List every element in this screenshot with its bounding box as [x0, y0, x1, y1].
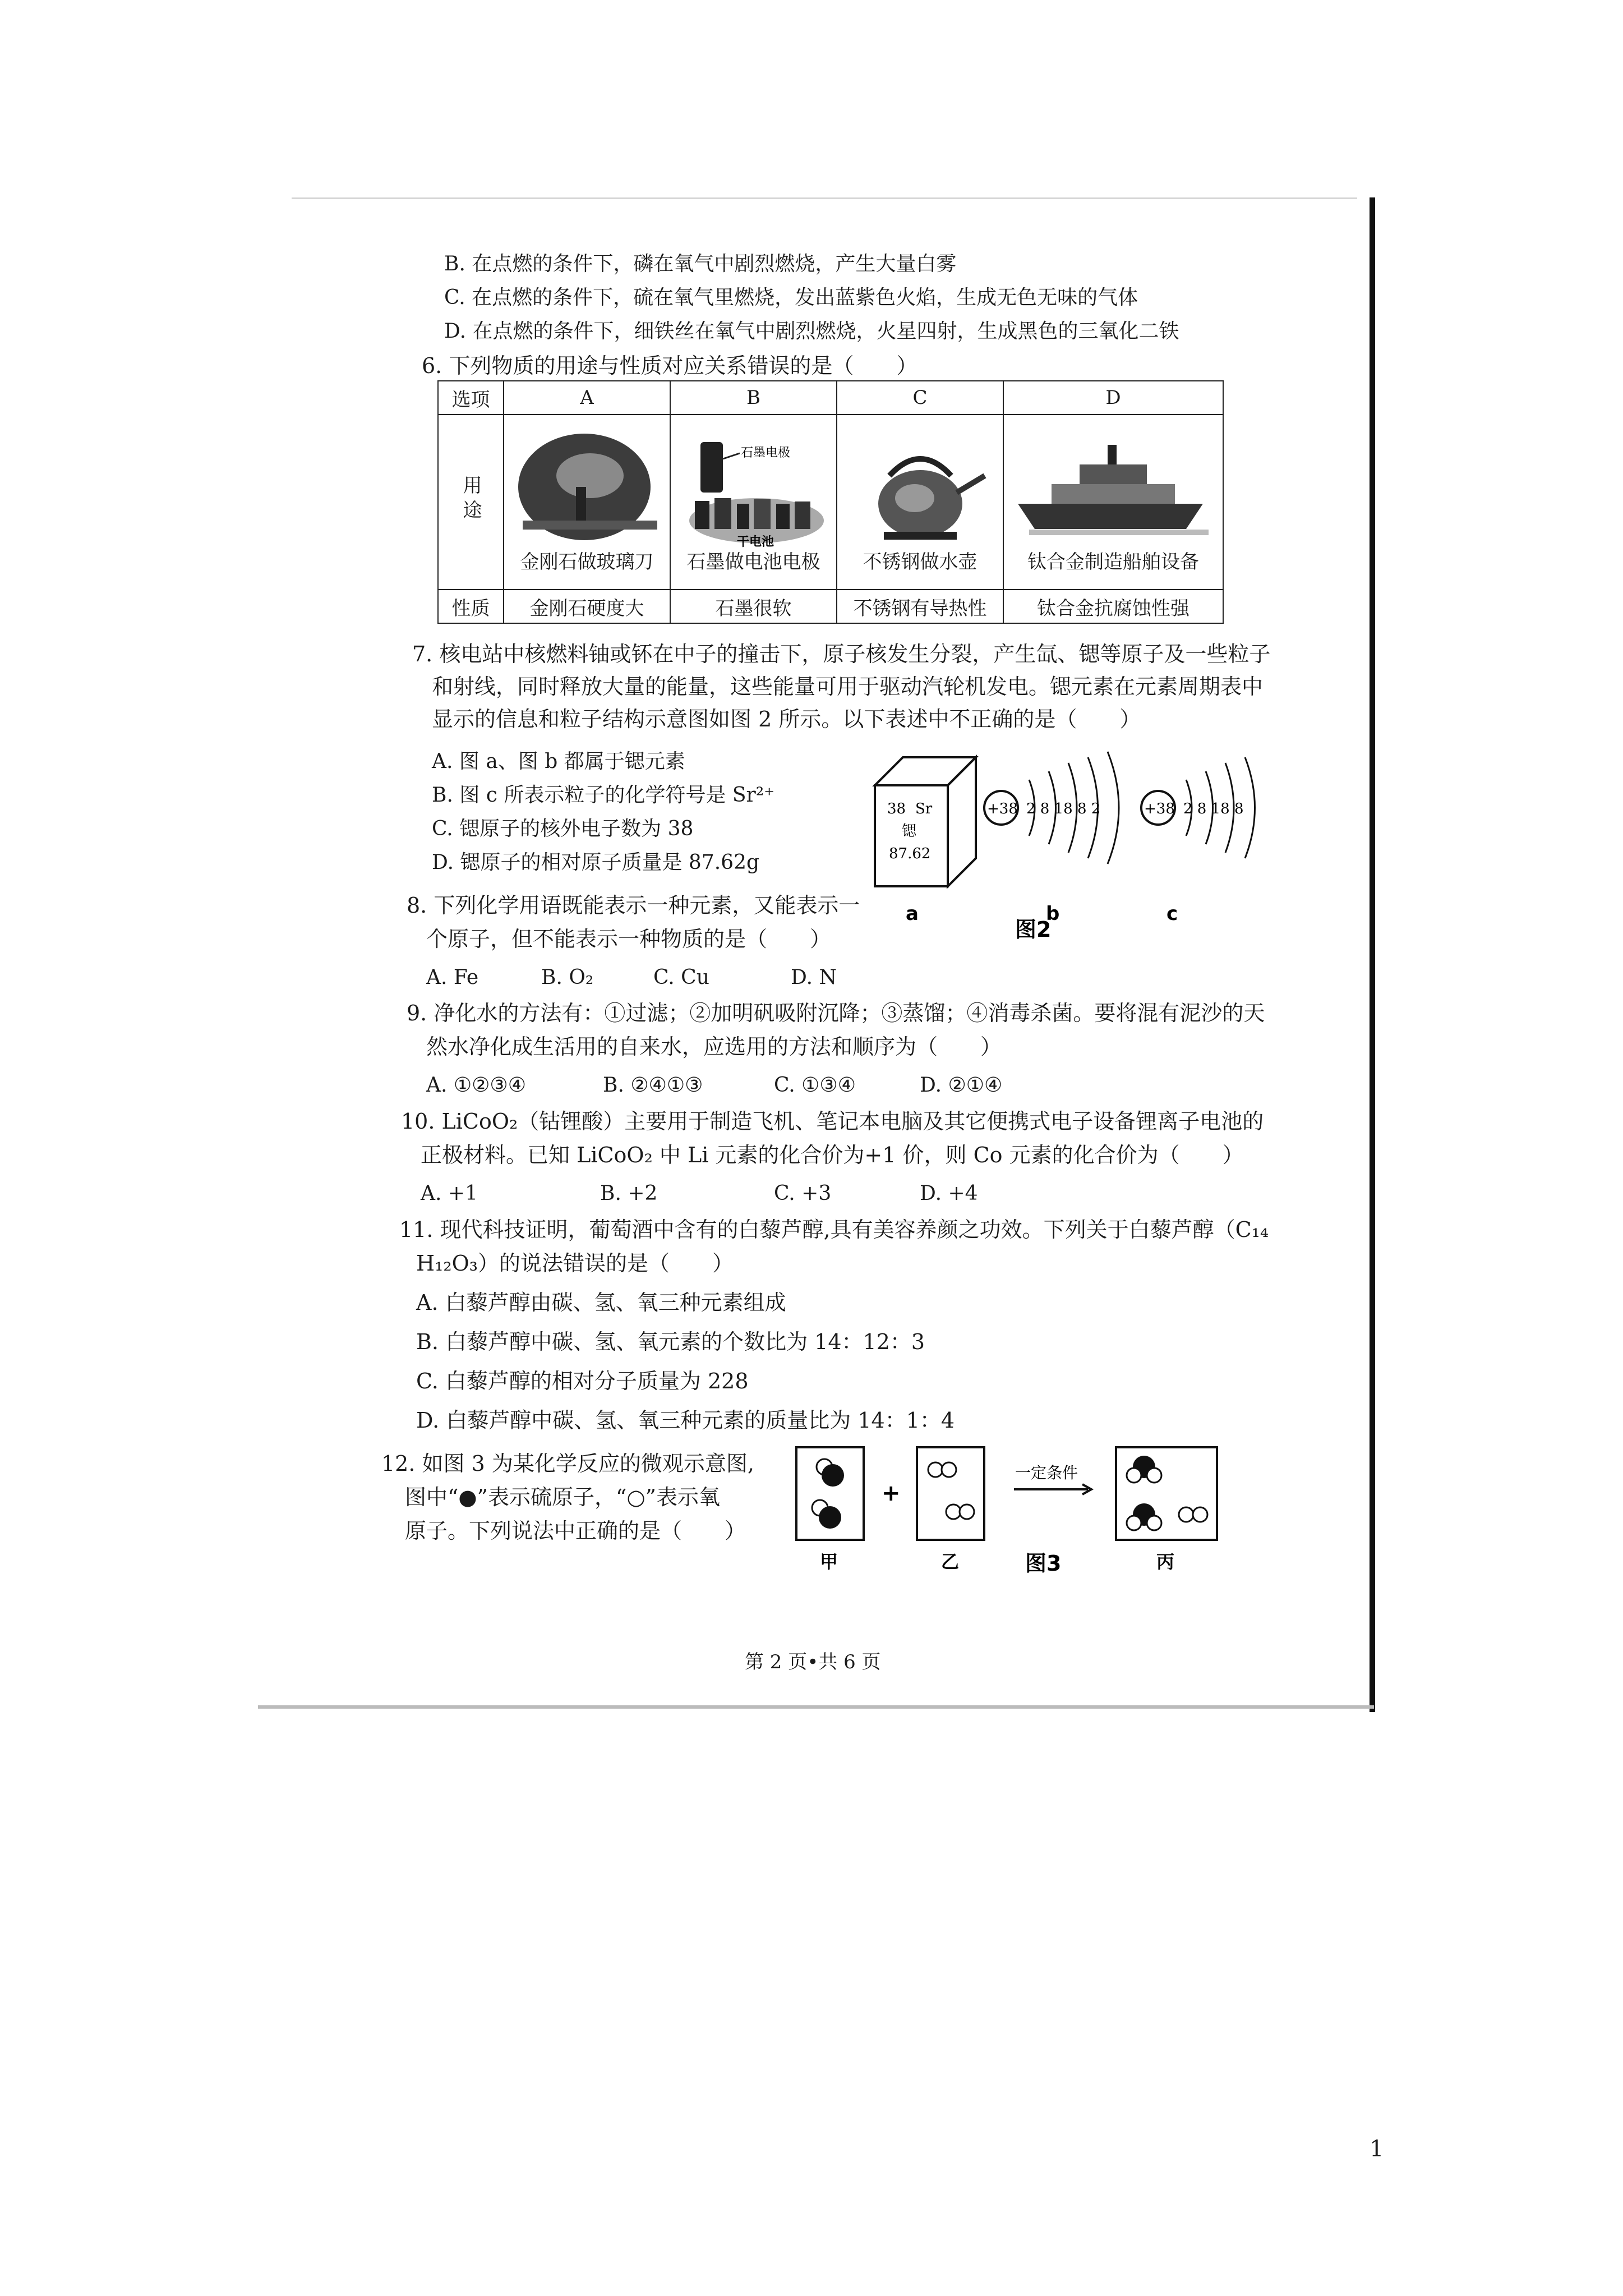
q6-col-c-option: C — [837, 381, 1003, 415]
q5-option-c: C. 在点燃的条件下，硫在氧气里燃烧，发出蓝紫色火焰，生成无色无味的气体 — [444, 286, 1138, 309]
q6-cell-c-property: 不锈钢有导热性 — [837, 590, 1003, 623]
q6-cell-a-use: 金刚石做玻璃刀 — [504, 415, 670, 590]
q8-option-b: B. O₂ — [541, 966, 594, 989]
paper-edge-top — [292, 197, 1357, 199]
q10-option-b: B. +2 — [600, 1182, 658, 1205]
page-footer: 第 2 页•共 6 页 — [745, 1651, 881, 1673]
q6-col-a-option: A — [504, 381, 670, 415]
figure-2-label-b: b — [1046, 903, 1060, 925]
q6-cell-c-use: 不锈钢做水壶 — [837, 415, 1003, 590]
figure-3-caption: 图3 — [1025, 1551, 1062, 1576]
plus-sign: + — [882, 1480, 901, 1506]
ship-image — [1004, 431, 1223, 543]
figure-2-label-c: c — [1166, 903, 1178, 925]
element-cube — [875, 757, 976, 886]
q10-option-a: A. +1 — [421, 1182, 478, 1205]
graphite-electrode-label: 石墨电极 — [740, 445, 790, 460]
paper-edge-right — [1370, 197, 1375, 1712]
shells-c: 2 8 18 8 — [1183, 800, 1244, 817]
figure-2-label-a: a — [906, 903, 919, 925]
reactant-jia-box — [796, 1447, 864, 1540]
q12-stem-line-2: 图中“●”表示硫原子，“○”表示氧 — [405, 1485, 721, 1510]
q11-option-b: B. 白藜芦醇中碳、氢、氧元素的个数比为 14：12：3 — [416, 1329, 925, 1354]
dry-battery-image — [671, 431, 836, 549]
glass-cutter-image — [504, 431, 670, 543]
q9-option-a: A. ①②③④ — [426, 1074, 526, 1097]
q6-cell-d-use: 钛合金制造船舶设备 — [1003, 415, 1223, 590]
q7-option-d: D. 锶原子的相对原子质量是 87.62g — [432, 851, 760, 874]
q5-option-d: D. 在点燃的条件下，细铁丝在氧气中剧烈燃烧，火星四射，生成黑色的三氧化二铁 — [444, 320, 1179, 343]
q6-cell-b-use: 石墨电极 干电池 石墨做电池电极 — [670, 415, 837, 590]
q6-header-label: 选项 — [438, 381, 504, 415]
q6-cell-d-property: 钛合金抗腐蚀性强 — [1003, 590, 1223, 623]
corner-page-number: 1 — [1370, 2136, 1384, 2162]
q12-stem-line-3: 原子。下列说法中正确的是（ ） — [405, 1519, 746, 1543]
figure-2 — [864, 746, 1290, 948]
q6-cell-a-property: 金刚石硬度大 — [504, 590, 670, 623]
q8-option-c: C. Cu — [653, 966, 709, 989]
q8-option-d: D. N — [791, 966, 837, 989]
dry-battery-label: 干电池 — [736, 535, 774, 549]
q7-option-a: A. 图 a、图 b 都属于锶元素 — [432, 750, 685, 773]
product-bing-box — [1116, 1447, 1217, 1540]
atom-structure-b — [984, 752, 1119, 864]
paper-edge-bottom — [258, 1705, 1374, 1709]
q11-stem-line-1: 11. 现代科技证明，葡萄酒中含有的白藜芦醇,具有美容养颜之功效。下列关于白藜芦醇（C₁₄ — [399, 1217, 1269, 1242]
q9-option-c: C. ①③④ — [774, 1074, 856, 1097]
figure-2-caption: 图2 — [1015, 917, 1052, 942]
reactant-yi-box — [917, 1447, 984, 1540]
q10-option-c: C. +3 — [774, 1182, 832, 1205]
reaction-condition: 一定条件 — [1015, 1464, 1078, 1482]
figure-3 — [785, 1442, 1245, 1593]
q11-option-a: A. 白藜芦醇由碳、氢、氧三种元素组成 — [416, 1290, 786, 1315]
q7-stem-line-2: 和射线，同时释放大量的能量，这些能量可用于驱动汽轮机发电。锶元素在元素周期表中 — [432, 674, 1264, 699]
q10-stem-line-1: 10. LiCoO₂（钴锂酸）主要用于制造飞机、笔记本电脑及其它便携式电子设备锂离子电池的 — [401, 1109, 1264, 1134]
q7-option-b: B. 图 c 所表示粒子的化学符号是 Sr²⁺ — [432, 784, 775, 807]
q9-stem-line-2: 然水净化成生活用的自来水，应选用的方法和顺序为（ ） — [426, 1034, 1002, 1059]
q6-use-label: 用途 — [438, 415, 504, 590]
nucleus-c: +38 — [1144, 800, 1175, 817]
q10-stem-line-2: 正极材料。已知 LiCoO₂ 中 Li 元素的化合价为+1 价，则 Co 元素的化合价为（ ） — [421, 1143, 1244, 1167]
label-jia: 甲 — [820, 1551, 838, 1572]
q5-option-b: B. 在点燃的条件下，磷在氧气中剧烈燃烧，产生大量白雾 — [444, 252, 957, 275]
q9-option-b: B. ②④①③ — [603, 1074, 703, 1097]
q10-option-d: D. +4 — [920, 1182, 978, 1205]
q7-stem-line-1: 7. 核电站中核燃料铀或钚在中子的撞击下，原子核发生分裂，产生氙、锶等原子及一些粒子 — [412, 642, 1271, 666]
q6-table — [437, 380, 1224, 624]
q6-property-label: 性质 — [438, 590, 504, 623]
q9-stem-line-1: 9. 净化水的方法有：①过滤；②加明矾吸附沉降；③蒸馏；④消毒杀菌。要将混有泥沙的天 — [407, 1001, 1265, 1025]
q12-stem-line-1: 12. 如图 3 为某化学反应的微观示意图, — [381, 1451, 754, 1476]
ion-structure-c — [1141, 757, 1255, 858]
q9-option-d: D. ②①④ — [920, 1074, 1003, 1097]
element-symbol: Sr — [915, 800, 933, 817]
q11-option-d: D. 白藜芦醇中碳、氢、氧三种元素的质量比为 14：1：4 — [416, 1408, 955, 1433]
q6-col-d-option: D — [1003, 381, 1223, 415]
q8-option-a: A. Fe — [426, 966, 479, 989]
q6-col-b-option: B — [670, 381, 837, 415]
q7-option-c: C. 锶原子的核外电子数为 38 — [432, 817, 694, 840]
q11-option-c: C. 白藜芦醇的相对分子质量为 228 — [416, 1369, 749, 1393]
element-number: 38 — [887, 800, 906, 817]
q6-stem: 6. 下列物质的用途与性质对应关系错误的是（ ） — [422, 353, 918, 378]
element-name: 锶 — [902, 823, 917, 840]
nucleus-b: +38 — [987, 800, 1018, 817]
q7-stem-line-3: 显示的信息和粒子结构示意图如图 2 所示。以下表述中不正确的是（ ） — [432, 707, 1141, 731]
q8-stem-line-1: 8. 下列化学用语既能表示一种元素，又能表示一 — [407, 893, 860, 918]
label-yi: 乙 — [941, 1551, 960, 1572]
q8-stem-line-2: 个原子，但不能表示一种物质的是（ ） — [426, 927, 832, 951]
atomic-mass: 87.62 — [889, 845, 931, 862]
q11-stem-line-2: H₁₂O₃）的说法错误的是（ ） — [416, 1251, 734, 1276]
q6-cell-b-property: 石墨很软 — [670, 590, 837, 623]
kettle-image — [837, 431, 1003, 543]
shells-b: 2 8 18 8 2 — [1026, 800, 1101, 817]
label-bing: 丙 — [1156, 1551, 1175, 1572]
